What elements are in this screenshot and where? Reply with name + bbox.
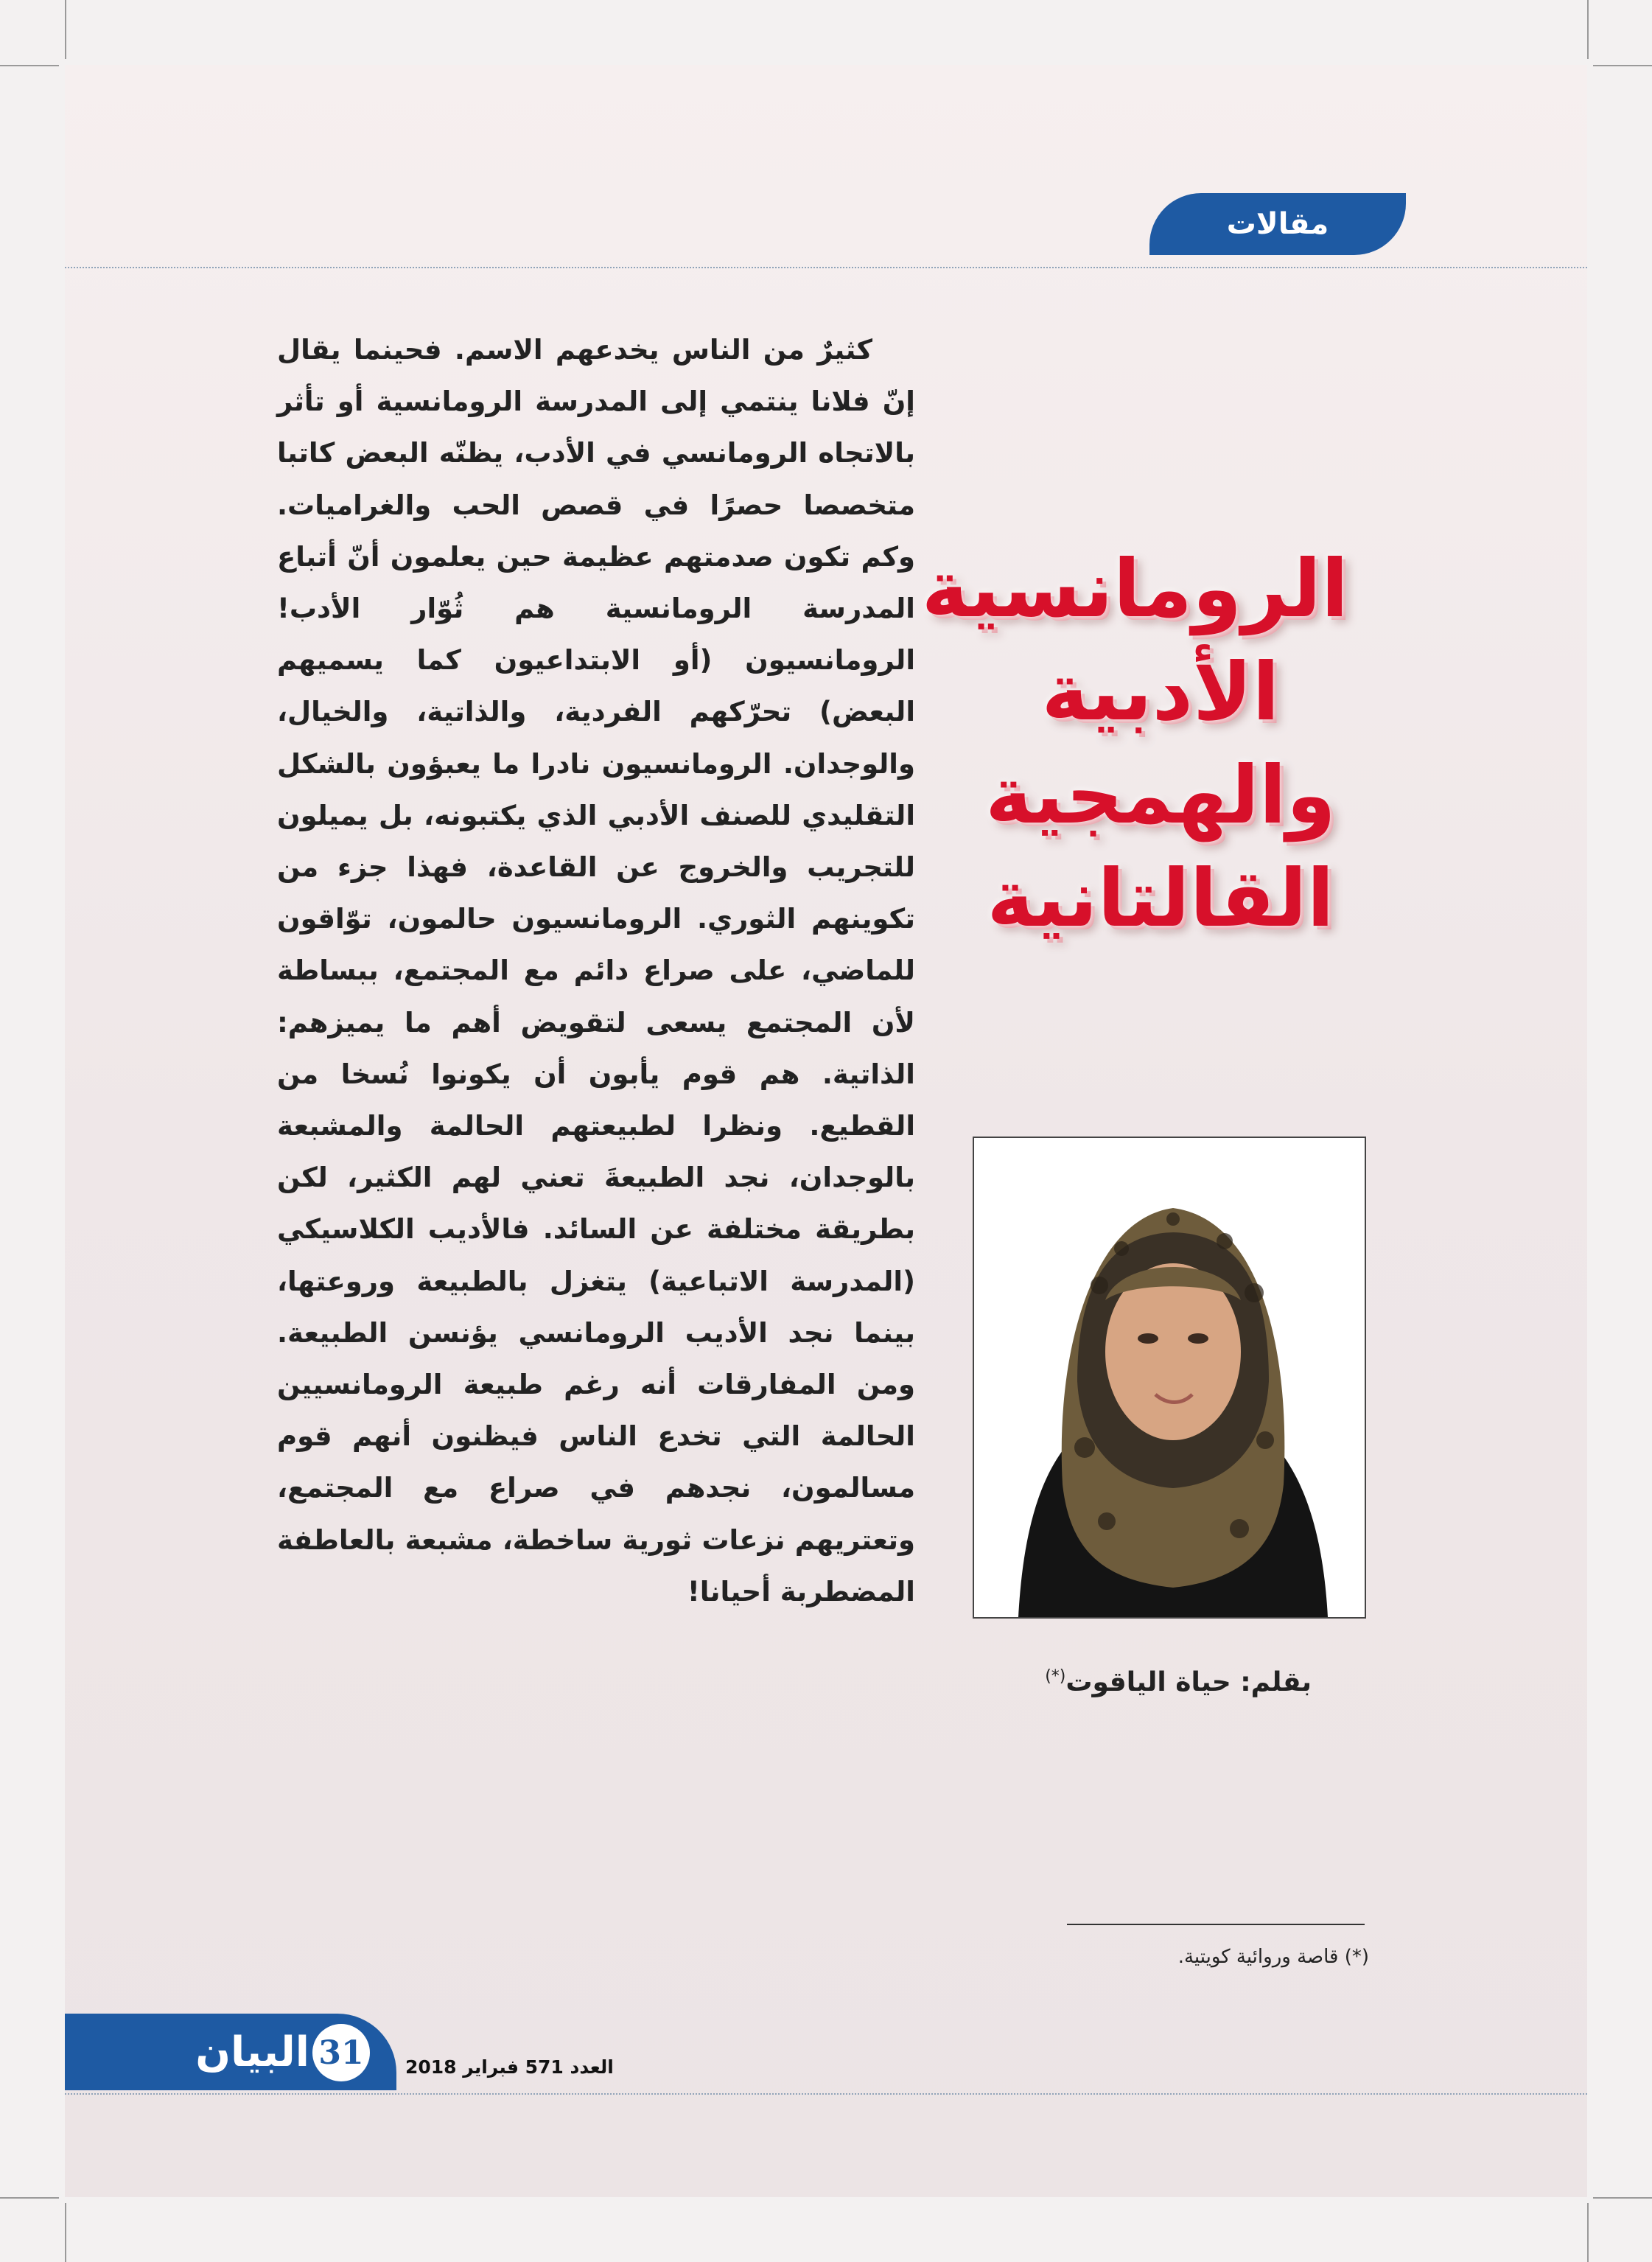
author-portrait-image (974, 1138, 1365, 1617)
article-body-text: كثيرٌ من الناس يخدعهم الاسم. فحينما يقال إنّ فلانا ينتمي إلى المدرسة الرومانسية أو تأثر بالاتجاه الرومانسي في الأدب، يظنّه البعض كاتبا متخصصا حصرًا في قصص الحب والغراميات. وكم تكون صدمتهم عظيمة حين يعلمون أنّ أتباع المدرسة الرومانسية هم ثُوّار الأدب! الرومانسيون (أو الابتداعيون كما يسميهم البعض) تحرّكهم الفردية، والذاتية، والخيال، والوجدان. الرومانسيون نادرا ما يعبؤون بالشكل التقليدي للصنف الأدبي الذي يكتبونه، بل يميلون للتجريب والخروج عن القاعدة، فهذا جزء من تكوينهم الثوري. الرومانسيون حالمون، توّاقون للماضي، على صراع دائم مع المجتمع، ببساطة لأن المجتمع يسعى لتقويض أهم ما يميزهم: الذاتية. هم قوم يأبون أن يكونوا نُسخا من القطيع. ونظرا لطبيعتهم الحالمة والمشبعة بالوجدان، نجد الطبيعةَ تعني لهم الكثير، لكن بطريقة مختلفة عن السائد. فالأديب الكلاسيكي (المدرسة الاتباعية) يتغزل بالطبيعة وروعتها، بينما نجد الأديب الرومانسي يؤنسن الطبيعة. ومن المفارقات أنه رغم طبيعة الرومانسيين الحالمة التي تخدع الناس فيظنون أنهم قوم مسالمون، نجدهم في صراع مع المجتمع، وتعتريهم نزعات ثورية ساخطة، مشبعة بالعاطفة المضطربة أحيانا! (277, 334, 915, 1608)
title-line: الأدبية (1041, 646, 1280, 739)
crop-mark (1587, 2203, 1589, 2262)
crop-mark (1593, 2197, 1652, 2199)
title-line: والهمجية (985, 750, 1336, 842)
footnote-divider (1067, 1924, 1365, 1925)
author-byline (980, 1667, 1312, 1697)
section-label: مقالات (1149, 193, 1406, 255)
crop-mark (0, 65, 59, 66)
article-body (277, 324, 915, 1618)
article-title (921, 538, 1348, 951)
crop-mark (65, 2203, 66, 2262)
issue-info: العدد 571 فبراير 2018 (405, 2056, 614, 2078)
crop-mark (1587, 0, 1589, 59)
title-line: الرومانسية (921, 543, 1348, 635)
crop-mark (1593, 65, 1652, 66)
footnote: (*) قاصة وروائية كويتية. (1177, 1946, 1369, 1968)
crop-mark (65, 0, 66, 59)
crop-mark (0, 2197, 59, 2199)
title-line: القالتانية (987, 853, 1334, 945)
author-name: بقلم: حياة الياقوت (1065, 1667, 1312, 1697)
author-photo (973, 1137, 1366, 1619)
header-divider (65, 267, 1587, 268)
footer-divider (65, 2093, 1587, 2095)
author-footnote-marker: (*) (1045, 1667, 1066, 1686)
magazine-logo: البيان (195, 2028, 309, 2076)
page-number: 31 (312, 2024, 370, 2081)
